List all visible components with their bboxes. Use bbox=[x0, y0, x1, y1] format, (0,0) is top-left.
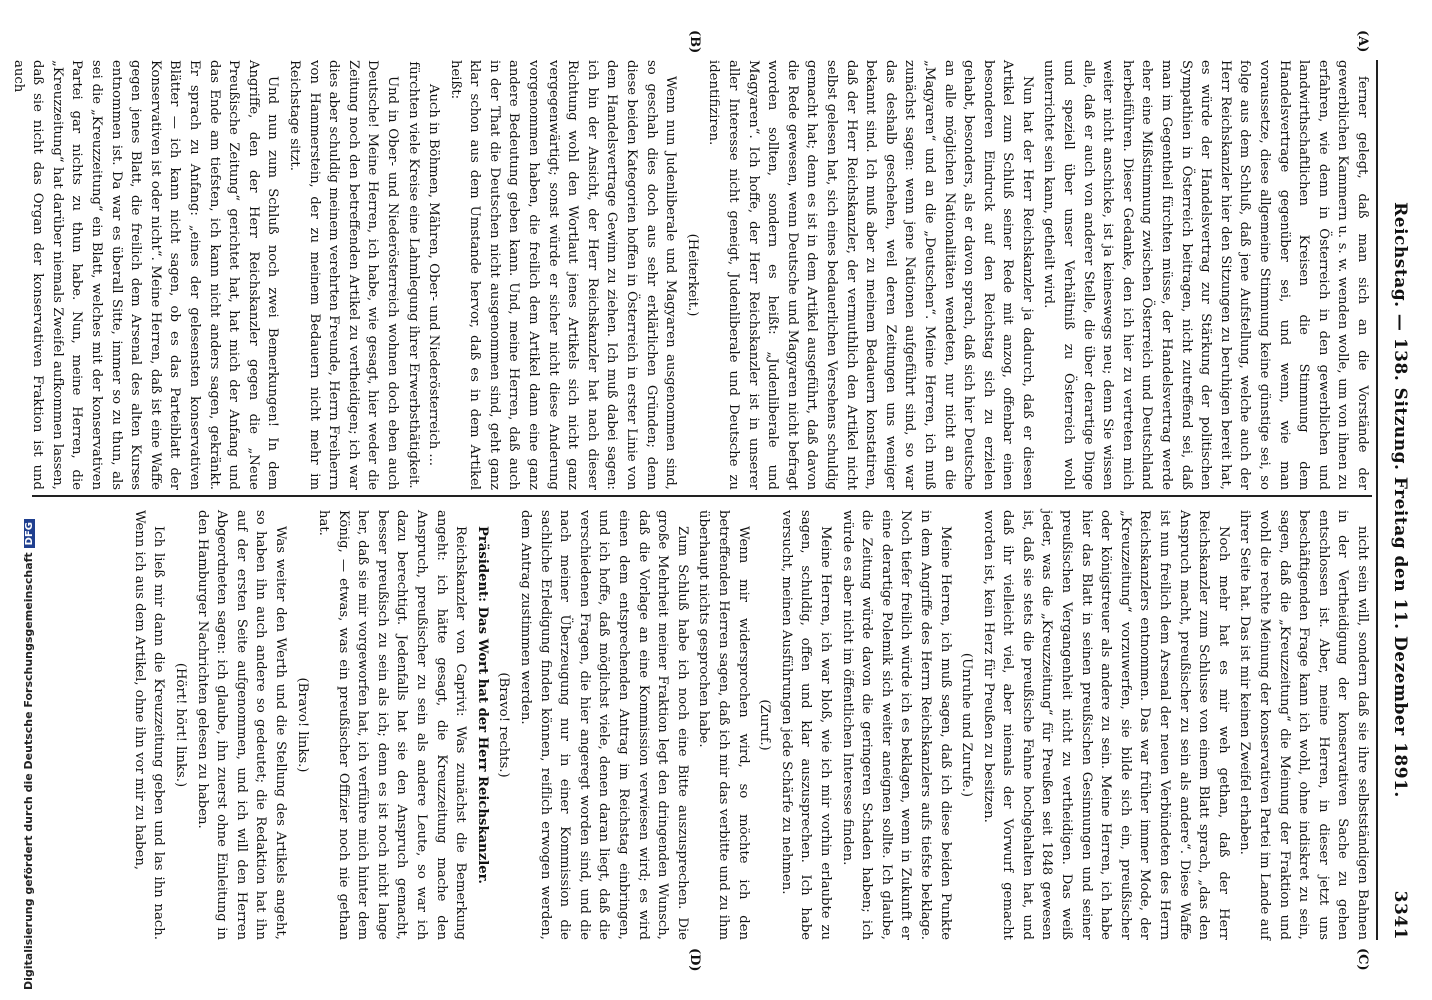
paragraph: nicht sein will, sondern daß sie ihre selbstständigen Bahnen in der Vertheidigung der konservativen Sache zu gehen entschlossen ist. Aber, meine Herren, in dieser jetzt uns beschäftigenden Frage kann ich wohl, ohne indiskret zu sein, sagen, daß die „Kreuzzeitung“ die Meinung der Fraktion und wohl die rechte Meinung der konservativen Partei im Lande auf ihrer Seite hat. Das ist mir keinen Zweifel erhaben. bbox=[1237, 510, 1370, 940]
interjection: (Bravo! rechts.) bbox=[496, 672, 512, 778]
header-title: Reichstag. — 138. Sitzung. Freitag den 11. Dezember 1891. bbox=[1390, 202, 1410, 798]
paragraph: Nun hat der Herr Reichskanzler ja dadurch, daß er diesen Artikel zum Schluß seiner Rede mit anzog, offenbar einen besonderen Eindruck auf den Reichstag sich zu erzielen gehabt, besonders, als er davon sprach, daß sich hier Deutsche an alle möglichen Nationalitäten wendeten, nur nicht an die „Magyaren“ und an die „Deutschen“. Meine Herren, ich muß zunächst sagen: wenn jene Nationen aufgeführt sind, so war das deshalb geschehen, weil deren Zeitungen uns weniger bekannt sind. Ich muß aber zu meinem Bedauern konstatiren, daß der Herr Reichskanzler, der vermuthlich den Artikel nicht selbst gelesen hat, sich eines bedauerlichen Versehens schuldig gemacht hat; denn es ist in dem Artikel ausgeführt, daß davon die Rede gewesen, wenn Deutsche und Magyaren nicht befragt worden sollten, sondern es heißt: „Judenliberale und Magyaren“. Ich hoffe, der Herr Reichskanzler ist in unserer aller Interesse nicht geneigt, Judenliberale und Deutsche zu identifiziren. bbox=[706, 60, 1035, 490]
paragraph: Wenn nun Judenliberale und Magyaren ausgenommen sind, so geschah dies doch aus sehr erklärlichen Gründen; denn diese beiden Kategorien hoffen in Österreich in erster Linie von dem Handelsvertrage Gewinn zu ziehen. Ich muß dabei sagen: ich bin der Ansicht, der Herr Reichskanzler hat nach dieser Richtung wohl den Wortlaut jenes Artikels sich nicht ganz vergegenwärtigt; sonst würde er sicher nicht diese Anderung vorgenommen haben, die freilich dem Artikel dann eine ganz andere Bedeutung geben kann. Und, meine Herren, daß auch in der That die Deutschen nicht ausgenommen sind, geht ganz klar schon aus dem Umstande hervor, daß es in dem Artikel heißt: bbox=[447, 60, 679, 490]
paragraph: Und nun zum Schluß noch zwei Bemerkungen! In dem Angriffe, den der Herr Reichskanzler gegen die „Neue Preußische Zeitung“ gerichtet hat, hat mich der Anfang und das Ende am tiefsten, ich kann nicht anders sagen, gekränkt. Er sprach zu Anfang: „eines der gelesensten konservativen Blätter — ich kann nicht sagen, ob es das Parteiblatt der Konservativen ist oder nicht“. Meine Herren, daß ist eine Waffe gegen jenes Blatt, die freilich dem Arsenal des alten Kurses entnommen ist. Da war es überall Sitte, immer so zu thun, als sei die „Kreuzzeitung“ ein Blatt, welches mit der konservativen Partei gar nichts zu thun habe. Nun, meine Herren, die „Kreuzzeitung“ hat darüber niemals Zweifel aufkommen lassen, daß sie nicht das Organ der konservativen Fraktion ist und auch bbox=[10, 60, 281, 490]
paragraph: ferner gelegt, daß man sich an die Vorstände der gewerblichen Kammern u. s. w. wenden wolle, um von ihnen zu erfahren, wie denn in Österreich in den gewerblichen und landwirthschaftlichen Kreisen die Stimmung dem Handelsvertrage gegenüber sei, und wenn, wie man voraussetze, diese allgemeine Stimmung keine günstige sei, so folge aus dem Schluß, daß jene Aufstellung, welche auch der Herr Reichskanzler hier den Sitzungen zu beruhigen bereit hat, es würde der Handelsvertrag zur Stärkung der politischen Sympathien in Österreich beitragen, nicht zutreffend sei, daß man im Gegentheil fürchten müsse, der Handelsvertrag werde eher eine Mißstimmung zwischen Österreich und Deutschland herbeiführen. Dieser Gedanke, den ich hier zu vertreten mich weiter nicht anschicke, ist ja keineswegs neu; denn Sie wissen alle, daß er auch von anderer Stelle, die über derartige Dinge und speziell über unser Verhältniß zu Österreich wohl unterrichtet sein kann, getheilt wird. bbox=[1041, 60, 1370, 490]
speaker-president: Präsident: Das Wort hat der Herr Reichskanzler. bbox=[474, 526, 490, 884]
margin-mark-d: (D) bbox=[687, 948, 702, 972]
left-column bbox=[10, 60, 1372, 490]
credit-text: Digitalisierung gefördert durch die Deutsche Forschungsgemeinschaft bbox=[22, 552, 35, 990]
paragraph: Reichskanzler von Caprivi: Was zunächst die Bemerkung angeht: ich hätte gesagt, die Kreuzzeitung mache den Anspruch, preußischer zu sein als andere Leute, so war ich dazu berechtigt. Jedenfalls hat sie den Anspruch gemacht, besser preußisch zu sein als ich; denn es ist noch nicht lange her, daß sie mir vorgeworfen hat, ich verführe mich hinter dem König, — etwas, was ein preußischer Offizier noch nie gethan hat. bbox=[316, 510, 469, 940]
paragraph: Meine Herren, ich muß sagen, daß ich diese beiden Punkte in dem Angriffe des Herrn Reichskanzlers aufs tiefste beklage. Noch tiefer freilich würde ich es beklagen, wenn in Zukunft er eine derartige Polemik sich weiter aneignen sollte. Ich glaube, die Zeitung würde davon die geringeren Schaden haben; ich würde es aber nicht im öffentlichen Interesse finden. bbox=[839, 510, 953, 940]
column-divider bbox=[32, 495, 1372, 497]
margin-mark-b: (B) bbox=[687, 30, 702, 54]
page-header bbox=[1384, 60, 1410, 940]
paragraph: Und in Ober- und Niederösterreich wohnen doch eben auch Deutsche! Meine Herren, ich habe, wie gesagt, hier weder die Zeitung noch den betreffenden Artikel zu vertheidigen; ich war dies aber schuldig meinem verehrten Freunde, Herrn Freiherrn von Hammerstein, der zu meinem Bedauern nicht mehr im Reichstage sitzt. bbox=[286, 60, 400, 490]
interjection: (Heiterkeit.) bbox=[684, 233, 700, 317]
header-rule bbox=[1376, 60, 1378, 940]
margin-mark-a: (A) bbox=[1355, 30, 1370, 53]
interjection: (Hört! hört! links.) bbox=[172, 662, 188, 788]
paragraph: Meine Herren, ich war bloß, wie ich mir vorhin erlaubte zu sagen, schuldig, offen und klar auszusprechen. Ich habe versucht, meinen Ausführungen jede Schärfe zu nehmen. bbox=[778, 510, 833, 940]
paragraph: Zum Schluß habe ich noch eine Bitte auszusprechen. Die große Mehrheit meiner Fraktion legt den dringenden Wunsch, daß die Vorlage an eine Kommission verwiesen wird; es wird einen dem entsprechenden Antrag im Reichstag einbringen, und ich hoffe, daß möglichst viele, denen daran liegt, daß die verschiedenen Fragen, die hier angeregt worden sind, und die nach meiner Überzeugung nur in einer Kommission die sachliche Erledigung finden können, reiflich erwogen werden, dem Antrag zustimmen werden. bbox=[518, 510, 690, 940]
quotation: Auch in Böhmen, Mähren, Ober- und Niederösterreich ... fürchten viele Kreise eine Lahmlegung ihrer Erwerbsthätigkeit. bbox=[406, 61, 442, 489]
paragraph: Noch mehr hat es mir weh gethan, daß der Herr Reichskanzler zum Schlusse von einem Blatt sprach, „das den Anspruch macht, preußischer zu sein als andere“. Diese Waffe ist nun freilich dem Arsenal der neuen Verbündeten des Herrn Reichskanzlers entnommen. Das war früher immer Mode, der „Kreuzzeitung“ vorzuwerfen, sie bilde sich ein, preußischer oder königstreuer als andere zu sein. Meine Herren, ich habe hier das Blatt in seinen preußischen Gesinnungen und seiner preußischen Vergangenheit nicht zu vertheidigen. Das weiß jeder, was die „Kreuzzeitung“ für Preußen seit 1848 gewesen ist, daß sie stets die preußische Fahne hochgehalten hat, und daß ihr vielleicht viel, aber niemals der Vorwurf gemacht worden ist, kein Herz für Preußen zu besitzen. bbox=[980, 510, 1231, 940]
interjection: (Unruhe und Zurufe.) bbox=[959, 652, 975, 798]
page-number: 3341 bbox=[1390, 890, 1410, 940]
margin-mark-c: (C) bbox=[1355, 948, 1370, 971]
interjection: (Bravo! links.) bbox=[294, 677, 310, 773]
interjection: (Zuruf.) bbox=[757, 699, 773, 751]
dfg-logo: DFG bbox=[24, 519, 35, 548]
paragraph: Was weiter den Werth und die Stellung des Artikels angeht, so haben ihn auch andere so gedeutet; die Redaktion hat ihn auf der ersten Seite aufgenommen, und ich will den Herren Abgeordneten sagen: ich glaube, ihn zuerst ohne Einleitung in den Hamburger Nachrichten gelesen zu haben. bbox=[194, 510, 288, 940]
paragraph: Wenn mir widersprochen wird, so möchte ich den betreffenden Herren sagen, daß ich mir das verbitte und zu ihm überhaupt nichts gesprochen habe. bbox=[696, 510, 751, 940]
right-column bbox=[27, 510, 1372, 940]
paragraph: Ich ließ mir dann die Kreuzzeitung geben und las ihn nach. Wenn ich aus dem Artikel, ohne ihn vor mir zu haben, bbox=[131, 510, 167, 940]
